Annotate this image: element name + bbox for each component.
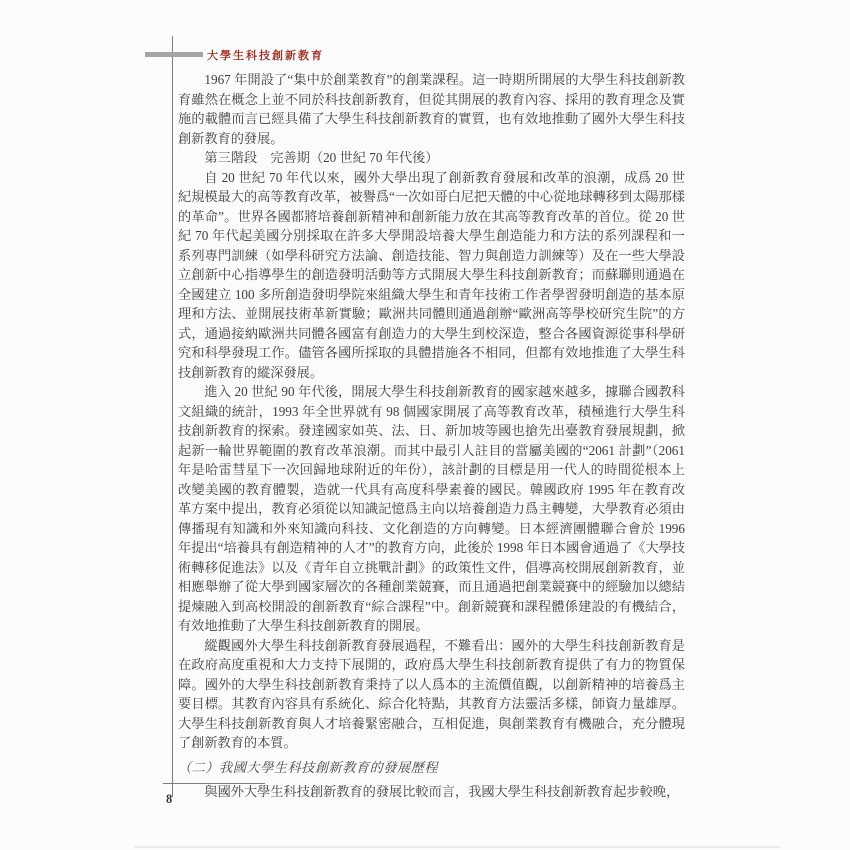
page-number: 8	[166, 792, 173, 806]
paragraph-1970s-reform-wave: 自 20 世紀 70 年代以來，國外大學出現了創新教育發展和改革的浪潮，成爲 20 世紀規模最大的高等教育改革，被譽爲“一次如哥白尼把天體的中心從地球轉移到太陽那樣的革命”。世界各國都將培養創新精神和創新能力放在其高等教育改革的首位。從 20 世紀 70 年代起美國分別採取在許多大學開設培養大學生創造能力和方法的系列課程和一系列專門訓練（如學科研究方法論、創造技能、智力與創造力訓練等）及在一些大學設立創新中心指導學生的創造發明活動等方式開展大學生科技創新教育；而蘇聯則通過在全國建立 100 多所創造發明學院來組織大學生和青年技術工作者學習發明創造的基本原理和方法、並開展技術革新實驗；歐洲共同體則通過創辦“歐洲高等學校研究生院”的方式，通過接納歐洲共同體各國富有創造力的大學生到校深造，整合各國資源從事科學研究和科學發現工作。儘管各國所採取的具體措施各不相同，但都有效地推進了大學生科技創新教育的縱深發展。	[178, 169, 685, 380]
paragraph-1967-entrepreneurship-course: 1967 年開設了“集中於創業教育”的創業課程。這一時期所開展的大學生科技創新教育雖然在概念上並不同於科技創新教育，但從其開展的教育內容、採用的教育理念及實施的載體而言已經具備了大學生科技創新教育的實質，也有效地推動了國外大學生科技創新教育的發展。	[178, 72, 685, 146]
paragraph-overseas-summary: 縱觀國外大學生科技創新教育發展過程，不難看出：國外的大學生科技創新教育是在政府高度重視和大力支持下展開的，政府爲大學生科技創新教育提供了有力的物質保障。國外的大學生科技創新教育秉持了以人爲本的主流價值觀，以創新精神的培養爲主要目標。其教育內容具有系統化、綜合化特點，其教育方法靈活多樣，師資力量雄厚。大學生科技創新教育與人才培養緊密融合，互相促進，與創業教育有機融合，充分體現了創新教育的本質。	[178, 637, 685, 750]
paragraph-1990s-global-expansion: 進入 20 世紀 90 年代後，開展大學生科技創新教育的國家越來越多，據聯合國教科文組織的統計，1993 年全世界就有 98 個國家開展了高等教育改革，積極進行大學生科技創新教育的探索。發達國家如英、法、日、新加坡等國也搶先出臺教育發展規劃，掀起新一輪世界範圍的教育改革浪潮。而其中最引人註目的當屬美國的“2061 計劃”（2061 年是哈雷彗星下一次回歸地球附近的年份），該計劃的目標是用一代人的時間從根本上改變美國的教育體製，造就一代具有高度科學素養的國民。韓國政府 1995 年在教育改革方案中提出，教育必須從以知識記憶爲主向以培養創造力爲主轉變，大學教育必須由傳播現有知識和外來知識向科技、文化創造的方向轉變。日本經濟團體聯合會於 1996 年提出“培養具有創造精神的人才”的教育方向，此後於 1998 年日本國會通過了《大學技術轉移促進法》以及《青年自立挑戰計劃》的政策性文件，倡導高校開展創新教育，並相應舉辦了從大學到國家層次的各種創業競賽，而且通過把創業競賽中的經驗加以總結提煉融入到高校開設的創新教育“綜合課程”中。創新競賽和課程體係建設的有機結合，有效地推動了大學生科技創新教育的開展。	[178, 384, 685, 633]
body-text-column	[178, 70, 685, 802]
paragraph-stage-three-heading: 第三階段 完善期（20 世紀 70 年代後）	[204, 150, 439, 165]
footer-horizontal-rule	[163, 783, 265, 784]
running-header-title: 大學生科技創新教育	[207, 50, 324, 62]
margin-vertical-rule	[172, 36, 173, 797]
header-accent-bar	[145, 52, 203, 57]
section-heading-china-development: （二）我國大學生科技創新教育的發展歷程	[178, 759, 439, 775]
scan-bottom-edge	[135, 846, 780, 848]
paragraph-china-late-start: 與國外大學生科技創新教育的發展比較而言，我國大學生科技創新教育起步較晚，	[204, 784, 680, 799]
